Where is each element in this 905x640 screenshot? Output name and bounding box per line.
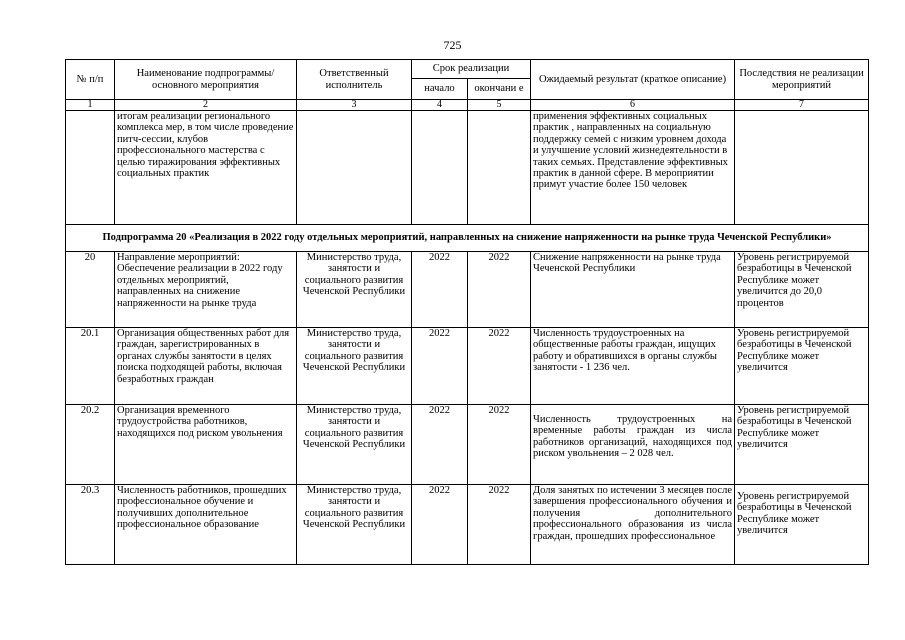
col-number: 1: [66, 100, 115, 111]
col-number: 5: [468, 100, 531, 111]
cell-responsible: Министерство труда, занятости и социального развития Чеченской Республики: [297, 252, 412, 328]
cell-end: 2022: [468, 252, 531, 328]
cell-result: Снижение напряженности на рынке труда Чеченской Республики: [531, 252, 735, 328]
cell-name: Направление мероприятий: Обеспечение реализации в 2022 году отдельных мероприятий, направленных на снижение напряженности на рынке труда: [115, 252, 297, 328]
subprogram-title: Подпрограмма 20 «Реализация в 2022 году отдельных мероприятий, направленных на снижение напряженности на рынке труда Чеченской Республики»: [66, 225, 869, 252]
cell-start: 2022: [412, 485, 468, 565]
header-row: [66, 60, 869, 79]
cell-consequence: Уровень регистрируемой безработицы в Чеченской Республике может увеличится: [735, 485, 869, 565]
cell-end: 2022: [468, 485, 531, 565]
header-responsible: Ответственный исполнитель: [297, 60, 412, 100]
cell-responsible: Министерство труда, занятости и социального развития Чеченской Республики: [297, 328, 412, 405]
header-end: окончани е: [468, 79, 531, 100]
cell-result: Численность трудоустроенных на временные работы граждан из числа работников организаций, находящихся под риском увольнения – 2 028 чел.: [531, 405, 735, 485]
cell-num: 20: [66, 252, 115, 328]
table-row: [66, 405, 869, 485]
cell-name: Организация общественных работ для граждан, зарегистрированных в органах службы занятости в целях поиска подходящей работы, включая безработных граждан: [115, 328, 297, 405]
cell-result: Численность трудоустроенных на общественные работы граждан, ищущих работу и обратившихся в органы службы занятости - 1 236 чел.: [531, 328, 735, 405]
table-row: [66, 252, 869, 328]
cell-result: Доля занятых по истечении 3 месяцев после завершения профессионального обучения и получения дополнительного профессионального образования из числа граждан, прошедших профессиональное: [531, 485, 735, 565]
header-num: № п/п: [66, 60, 115, 100]
header-start: начало: [412, 79, 468, 100]
cell-consequence: Уровень регистрируемой безработицы в Чеченской Республике может увеличится: [735, 405, 869, 485]
cell-start: 2022: [412, 405, 468, 485]
header-consequence: Последствия не реализации мероприятий: [735, 60, 869, 100]
col-number: 7: [735, 100, 869, 111]
cell-num: 20.2: [66, 405, 115, 485]
header-result: Ожидаемый результат (краткое описание): [531, 60, 735, 100]
cell-responsible: Министерство труда, занятости и социального развития Чеченской Республики: [297, 405, 412, 485]
page-number: 725: [443, 38, 462, 52]
cell-name: итогам реализации регионального комплекса мер, в том числе проведение питч-сессии, клубов профессионального мастерства с целью тиражирования эффективных социальных практик: [115, 111, 297, 225]
cell-end: 2022: [468, 405, 531, 485]
table-row: [66, 328, 869, 405]
column-number-row: [66, 100, 869, 111]
col-number: 3: [297, 100, 412, 111]
cell-consequence: Уровень регистрируемой безработицы в Чеченской Республике может увеличится до 20,0 процентов: [735, 252, 869, 328]
cell-start: 2022: [412, 252, 468, 328]
subprogram-row: [66, 225, 869, 252]
header-period: Срок реализации: [412, 60, 531, 79]
cell-num: 20.1: [66, 328, 115, 405]
cell-name: Численность работников, прошедших профессиональное обучение и получивших дополнительное профессиональное образование: [115, 485, 297, 565]
table-row: [66, 111, 869, 225]
col-number: 4: [412, 100, 468, 111]
cell-end: 2022: [468, 328, 531, 405]
measures-table: [65, 59, 869, 565]
cell-consequence: Уровень регистрируемой безработицы в Чеченской Республике может увеличится: [735, 328, 869, 405]
table-row: [66, 485, 869, 565]
header-name: Наименование подпрограммы/ основного мероприятия: [115, 60, 297, 100]
col-number: 6: [531, 100, 735, 111]
cell-num: 20.3: [66, 485, 115, 565]
cell-name: Организация временного трудоустройства работников, находящихся под риском увольнения: [115, 405, 297, 485]
col-number: 2: [115, 100, 297, 111]
cell-responsible: Министерство труда, занятости и социального развития Чеченской Республики: [297, 485, 412, 565]
cell-start: 2022: [412, 328, 468, 405]
cell-result: применения эффективных социальных практик , направленных на социальную поддержку семей с низким уровнем дохода и улучшение условий жизнедеятельности в таких семьях. Представление эффективных практик в данной сфере. В мероприятии примут участие более 150 человек: [531, 111, 735, 225]
